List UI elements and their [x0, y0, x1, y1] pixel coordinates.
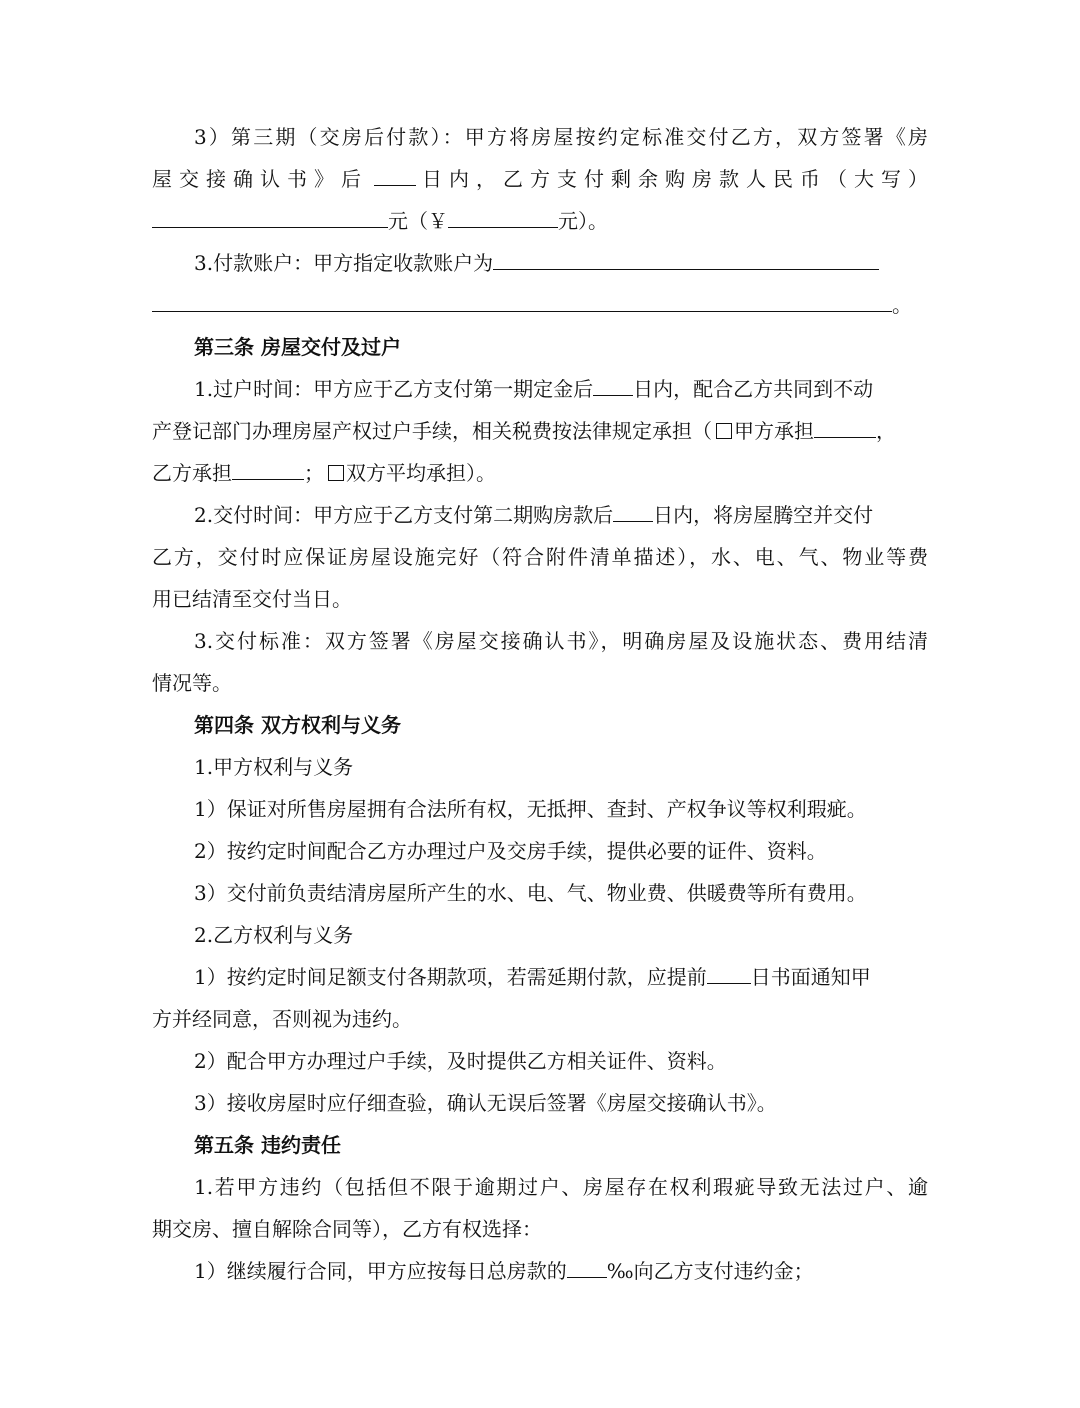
buyer-duty-2: 2）配合甲方办理过户手续，及时提供乙方相关证件、资料。: [194, 1049, 727, 1073]
section-heading-article-3: 第三条 房屋交付及过户: [194, 335, 401, 359]
clause-payment-account-line2: [152, 291, 928, 319]
text-span: 日内，乙方支付剩余购房款人民币（大写）: [422, 167, 935, 191]
clause-payment-account-line1: [194, 249, 928, 277]
text-span: 3）第三期（交房后付款）：甲方将房屋按约定标准交付乙方，双方签署《房: [194, 125, 928, 149]
blank-buyer-share-field[interactable]: [232, 459, 304, 480]
clause-payment-phase3-line3: [152, 207, 928, 235]
section-heading-article-4: 第四条 双方权利与义务: [194, 713, 401, 737]
text-span: 。: [892, 293, 912, 317]
subheading-seller-rights: 1.甲方权利与义务: [194, 755, 354, 779]
section-heading-article-5: 第五条 违约责任: [194, 1133, 341, 1157]
blank-account-field-2[interactable]: [152, 291, 892, 312]
text-span: 产登记部门办理房屋产权过户手续，相关税费按法律规定承担（: [152, 419, 712, 443]
seller-duty-2: 2）按约定时间配合乙方办理过户及交房手续，提供必要的证件、资料。: [194, 839, 827, 863]
blank-amount-words-field[interactable]: [152, 207, 388, 228]
text-span: 1）继续履行合同，甲方应按每日总房款的: [194, 1259, 567, 1283]
text-span: 1.若甲方违约（包括但不限于逾期过户、房屋存在权利瑕疵导致无法过户、逾: [194, 1175, 928, 1199]
clause-transfer-time-line1: [194, 375, 928, 403]
buyer-duty-3: 3）接收房屋时应仔细查验，确认无误后签署《房屋交接确认书》。: [194, 1091, 777, 1115]
clause-seller-breach-line2: 期交房、擅自解除合同等），乙方有权选择：: [152, 1217, 542, 1241]
clause-delivery-standard-line1: [194, 627, 928, 655]
text-span: 乙方承担: [152, 461, 232, 485]
clause-seller-breach-line1: [194, 1173, 928, 1201]
text-span: 1）按约定时间足额支付各期款项，若需延期付款，应提前: [194, 965, 707, 989]
seller-pays-checkbox[interactable]: [716, 423, 732, 439]
blank-days-field[interactable]: [374, 165, 416, 186]
clause-seller-breach-option-1: [194, 1257, 928, 1285]
buyer-duty-1-line2: 方并经同意，否则视为违约。: [152, 1007, 412, 1031]
clause-transfer-time-line2: [152, 417, 928, 445]
clause-delivery-standard-line2: 情况等。: [152, 671, 232, 695]
text-span: 元）。: [558, 209, 608, 233]
split-equally-checkbox[interactable]: [328, 465, 344, 481]
clause-delivery-time-line2: [152, 543, 928, 571]
text-span: 甲方承担: [734, 419, 814, 443]
text-span: 日书面通知甲: [750, 965, 871, 989]
text-span: 元（￥: [388, 209, 448, 233]
text-span: 3.付款账户：甲方指定收款账户为: [194, 251, 494, 275]
blank-transfer-days-field[interactable]: [593, 375, 633, 396]
text-span: 日内，配合乙方共同到不动: [633, 377, 874, 401]
text-span: 双方平均承担）。: [346, 461, 496, 485]
clause-payment-phase3-line1: [194, 123, 928, 151]
text-span: 日内，将房屋腾空并交付: [653, 503, 874, 527]
blank-amount-number-field[interactable]: [448, 207, 558, 228]
subheading-buyer-rights: 2.乙方权利与义务: [194, 923, 354, 947]
clause-payment-phase3-line2: [152, 165, 935, 193]
text-span: ；: [304, 461, 324, 485]
text-span: 2.交付时间：甲方应于乙方支付第二期购房款后: [194, 503, 614, 527]
text-span: ‰向乙方支付违约金；: [606, 1259, 814, 1283]
text-span: 1.过户时间：甲方应于乙方支付第一期定金后: [194, 377, 594, 401]
text-span: 乙方，交付时应保证房屋设施完好（符合附件清单描述），水、电、气、物业等费: [152, 545, 928, 569]
buyer-duty-1-line1: [194, 963, 928, 991]
text-span: 屋交接确认书》后: [152, 167, 368, 191]
blank-seller-share-field[interactable]: [814, 417, 876, 438]
clause-delivery-time-line1: [194, 501, 928, 529]
clause-delivery-time-line3: 用已结清至交付当日。: [152, 587, 352, 611]
clause-transfer-time-line3: [152, 459, 928, 487]
text-span: 3.交付标准：双方签署《房屋交接确认书》，明确房屋及设施状态、费用结清: [194, 629, 928, 653]
blank-notice-days-field[interactable]: [707, 963, 751, 984]
blank-delivery-days-field[interactable]: [613, 501, 653, 522]
seller-duty-3: 3）交付前负责结清房屋所产生的水、电、气、物业费、供暖费等所有费用。: [194, 881, 867, 905]
seller-duty-1: 1）保证对所售房屋拥有合法所有权，无抵押、查封、产权争议等权利瑕疵。: [194, 797, 867, 821]
blank-penalty-rate-field[interactable]: [567, 1257, 607, 1278]
text-span: ，: [876, 419, 896, 443]
blank-account-field-1[interactable]: [493, 249, 879, 270]
